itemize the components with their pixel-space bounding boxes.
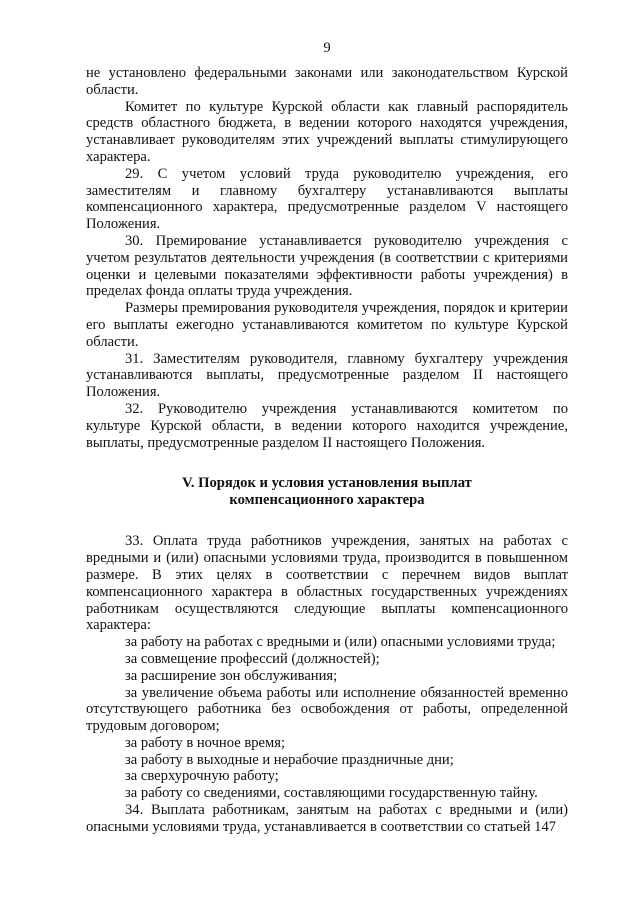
section-heading	[86, 475, 568, 509]
paragraph-30: 30. Премирование устанавливается руководителю учреждения с учетом результатов деятельности учреждения (в соответствии с критериями оценки и целевыми показателями эффективности работы учреждения) в пределах фонда оплаты труда учреждения.	[86, 232, 568, 300]
list-item-overtime: за сверхурочную работу;	[125, 768, 279, 785]
section-heading-line-1: V. Порядок и условия установления выплат	[182, 475, 472, 492]
paragraph-continuation: не установлено федеральными законами или законодательством Курской области.	[86, 65, 568, 98]
section-heading-line-2: компенсационного характера	[229, 492, 425, 509]
paragraph-34: 34. Выплата работникам, занятым на работах с вредными и (или) опасными условиями труда, устанавливается в соответствии со статьей 147	[86, 802, 568, 835]
paragraph-33: 33. Оплата труда работников учреждения, занятых на работах с вредными и (или) опасными условиями труда, производится в повышенном размере. В этих целях в соответствии с перечнем видов выплат компенсационного характера в областных государственных учреждениях работникам осуществляются следующие выплаты компенсационного характера:	[86, 533, 568, 634]
paragraph-committee: Комитет по культуре Курской области как главный распорядитель средств областного бюджета, в ведении которого находятся учреждения, устанавливает руководителям этих учреждений выплаты стимулирующего характера.	[86, 98, 568, 165]
list-item-night-work: за работу в ночное время;	[125, 734, 286, 751]
list-item-increased-workload: за увеличение объема работы или исполнение обязанностей временно отсутствующего работника без освобождения от работы, определенной трудовым договором;	[86, 684, 568, 735]
list-item-state-secret: за работу со сведениями, составляющими государственную тайну.	[125, 785, 538, 802]
list-item-service-zones: за расширение зон обслуживания;	[125, 667, 338, 684]
paragraph-31: 31. Заместителям руководителя, главному бухгалтеру учреждения устанавливаются выплаты, предусмотренные разделом II настоящего Положения.	[86, 350, 568, 401]
list-item-combined-professions: за совмещение профессий (должностей);	[125, 650, 380, 667]
paragraph-bonus-sizes: Размеры премирования руководителя учреждения, порядок и критерии его выплаты ежегодно устанавливаются комитетом по культуре Курской области.	[86, 300, 568, 350]
list-item-holiday-work: за работу в выходные и нерабочие праздничные дни;	[125, 751, 454, 768]
list-item-harmful-conditions: за работу на работах с вредными и (или) опасными условиями труда;	[125, 634, 556, 651]
page-number: 9	[323, 40, 331, 56]
document-page	[86, 40, 568, 836]
paragraph-29: 29. С учетом условий труда руководителю учреждения, его заместителям и главному бухгалтеру устанавливаются выплаты компенсационного характера, предусмотренные разделом V настоящего Положения.	[86, 165, 568, 233]
paragraph-32: 32. Руководителю учреждения устанавливаются комитетом по культуре Курской области, в ведении которого находится учреждение, выплаты, предусмотренные разделом II настоящего Положения.	[86, 400, 568, 451]
